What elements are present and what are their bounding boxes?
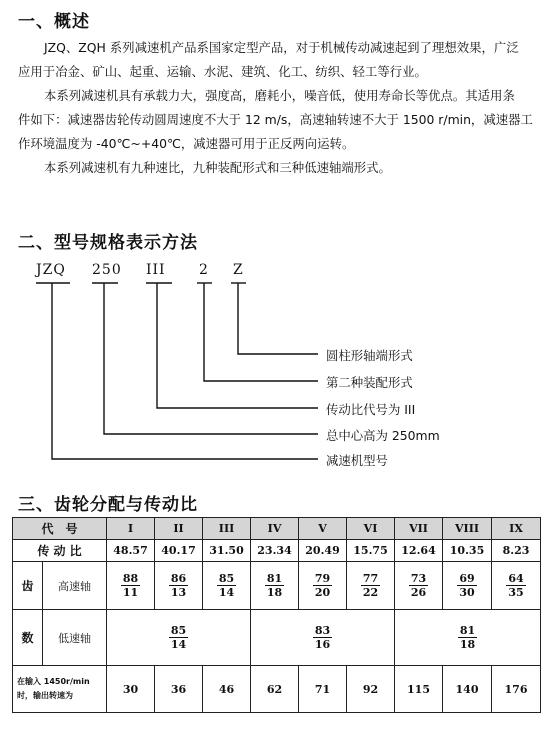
table-row-low-speed	[13, 610, 541, 666]
leader-assembly	[204, 283, 318, 381]
leader-model	[52, 283, 318, 459]
overview-line: 应用于冶金、矿山、起重、运输、水泥、建筑、化工、纺织、轻工等行业。	[18, 64, 427, 79]
ratio-cell: 10.35	[443, 540, 492, 562]
desc-assembly: 第二种装配形式	[326, 375, 413, 390]
header-code: VII	[395, 518, 443, 540]
output-speed-cell: 176	[492, 666, 541, 713]
section-2-title: 二、型号规格表示方法	[18, 233, 198, 253]
low-speed-cell: $\frac{83}{16}$	[251, 610, 395, 666]
overview-line: 本系列减速机有九种速比，九种装配形式和三种低速轴端形式。	[44, 160, 391, 175]
ratio-cell: 15.75	[347, 540, 395, 562]
section-3-title: 三、齿轮分配与传动比	[18, 495, 198, 515]
code-center-height: 250	[92, 262, 122, 278]
overview-line: JZQ、ZQH 系列减速机产品系国家定型产品，对于机械传动减速起到了理想效果，广泛	[44, 40, 519, 55]
ratio-cell: 12.64	[395, 540, 443, 562]
table-row-output-speed	[13, 666, 541, 713]
header-code-label: 代 号	[13, 518, 107, 540]
ratio-cell: 48.57	[107, 540, 155, 562]
designation-lines	[0, 258, 550, 478]
high-speed-cell: $\frac{81}{18}$	[251, 562, 299, 610]
ratio-cell: 31.50	[203, 540, 251, 562]
header-code: IX	[492, 518, 541, 540]
high-speed-cell: $\frac{79}{20}$	[299, 562, 347, 610]
header-code: V	[299, 518, 347, 540]
gear-ratio-table	[12, 517, 541, 713]
ratio-cell: 23.34	[251, 540, 299, 562]
low-speed-label: 低速轴	[43, 610, 107, 666]
output-speed-cell: 46	[203, 666, 251, 713]
code-assembly: 2	[199, 262, 209, 278]
code-shaft-end: Z	[233, 262, 244, 278]
high-speed-label: 高速轴	[43, 562, 107, 610]
high-speed-cell: $\frac{77}{22}$	[347, 562, 395, 610]
high-speed-cell: $\frac{73}{26}$	[395, 562, 443, 610]
teeth-label-2: 数	[13, 610, 43, 666]
ratio-cell: 20.49	[299, 540, 347, 562]
table-row-ratio	[13, 540, 541, 562]
header-code: IV	[251, 518, 299, 540]
high-speed-cell: $\frac{85}{14}$	[203, 562, 251, 610]
table-row-high-speed	[13, 562, 541, 610]
ratio-label: 传 动 比	[13, 540, 107, 562]
output-speed-cell: 36	[155, 666, 203, 713]
desc-shaft-end: 圆柱形轴端形式	[326, 348, 413, 363]
header-code: III	[203, 518, 251, 540]
header-code: II	[155, 518, 203, 540]
low-speed-cell: $\frac{85}{14}$	[107, 610, 251, 666]
desc-center-height: 总中心高为 250mm	[326, 428, 440, 443]
header-code: I	[107, 518, 155, 540]
output-speed-cell: 62	[251, 666, 299, 713]
header-code: VIII	[443, 518, 492, 540]
high-speed-cell: $\frac{86}{13}$	[155, 562, 203, 610]
overview-text	[18, 36, 538, 180]
header-code: VI	[347, 518, 395, 540]
output-speed-cell: 92	[347, 666, 395, 713]
output-speed-cell: 30	[107, 666, 155, 713]
output-speed-cell: 140	[443, 666, 492, 713]
model-designation-diagram	[0, 258, 550, 478]
table-header-row	[13, 518, 541, 540]
section-1-title: 一、概述	[18, 12, 90, 32]
overview-line: 件如下：减速器齿轮传动圆周速度不大于 12 m/s，高速轴转速不大于 1500 r/min，减速器工	[18, 112, 533, 127]
high-speed-cell: $\frac{64}{35}$	[492, 562, 541, 610]
overview-line: 本系列减速机具有承载力大，强度高，磨耗小，噪音低，使用寿命长等优点。其适用条	[44, 88, 515, 103]
desc-model: 减速机型号	[326, 453, 388, 468]
output-speed-cell: 115	[395, 666, 443, 713]
leader-shaft-end	[238, 283, 318, 354]
teeth-label-1: 齿	[13, 562, 43, 610]
output-note: 在输入 1450r/min 时，输出转速为	[13, 666, 107, 713]
ratio-cell: 40.17	[155, 540, 203, 562]
desc-ratio: 传动比代号为 III	[326, 402, 416, 417]
high-speed-cell: $\frac{88}{11}$	[107, 562, 155, 610]
overview-line: 作环境温度为 -40℃~+40℃，减速器可用于正反两向运转。	[18, 136, 355, 151]
output-speed-cell: 71	[299, 666, 347, 713]
ratio-cell: 8.23	[492, 540, 541, 562]
low-speed-cell: $\frac{81}{18}$	[395, 610, 541, 666]
code-ratio: III	[146, 262, 166, 278]
high-speed-cell: $\frac{69}{30}$	[443, 562, 492, 610]
code-model: JZQ	[36, 262, 66, 278]
leader-center-height	[104, 283, 318, 434]
